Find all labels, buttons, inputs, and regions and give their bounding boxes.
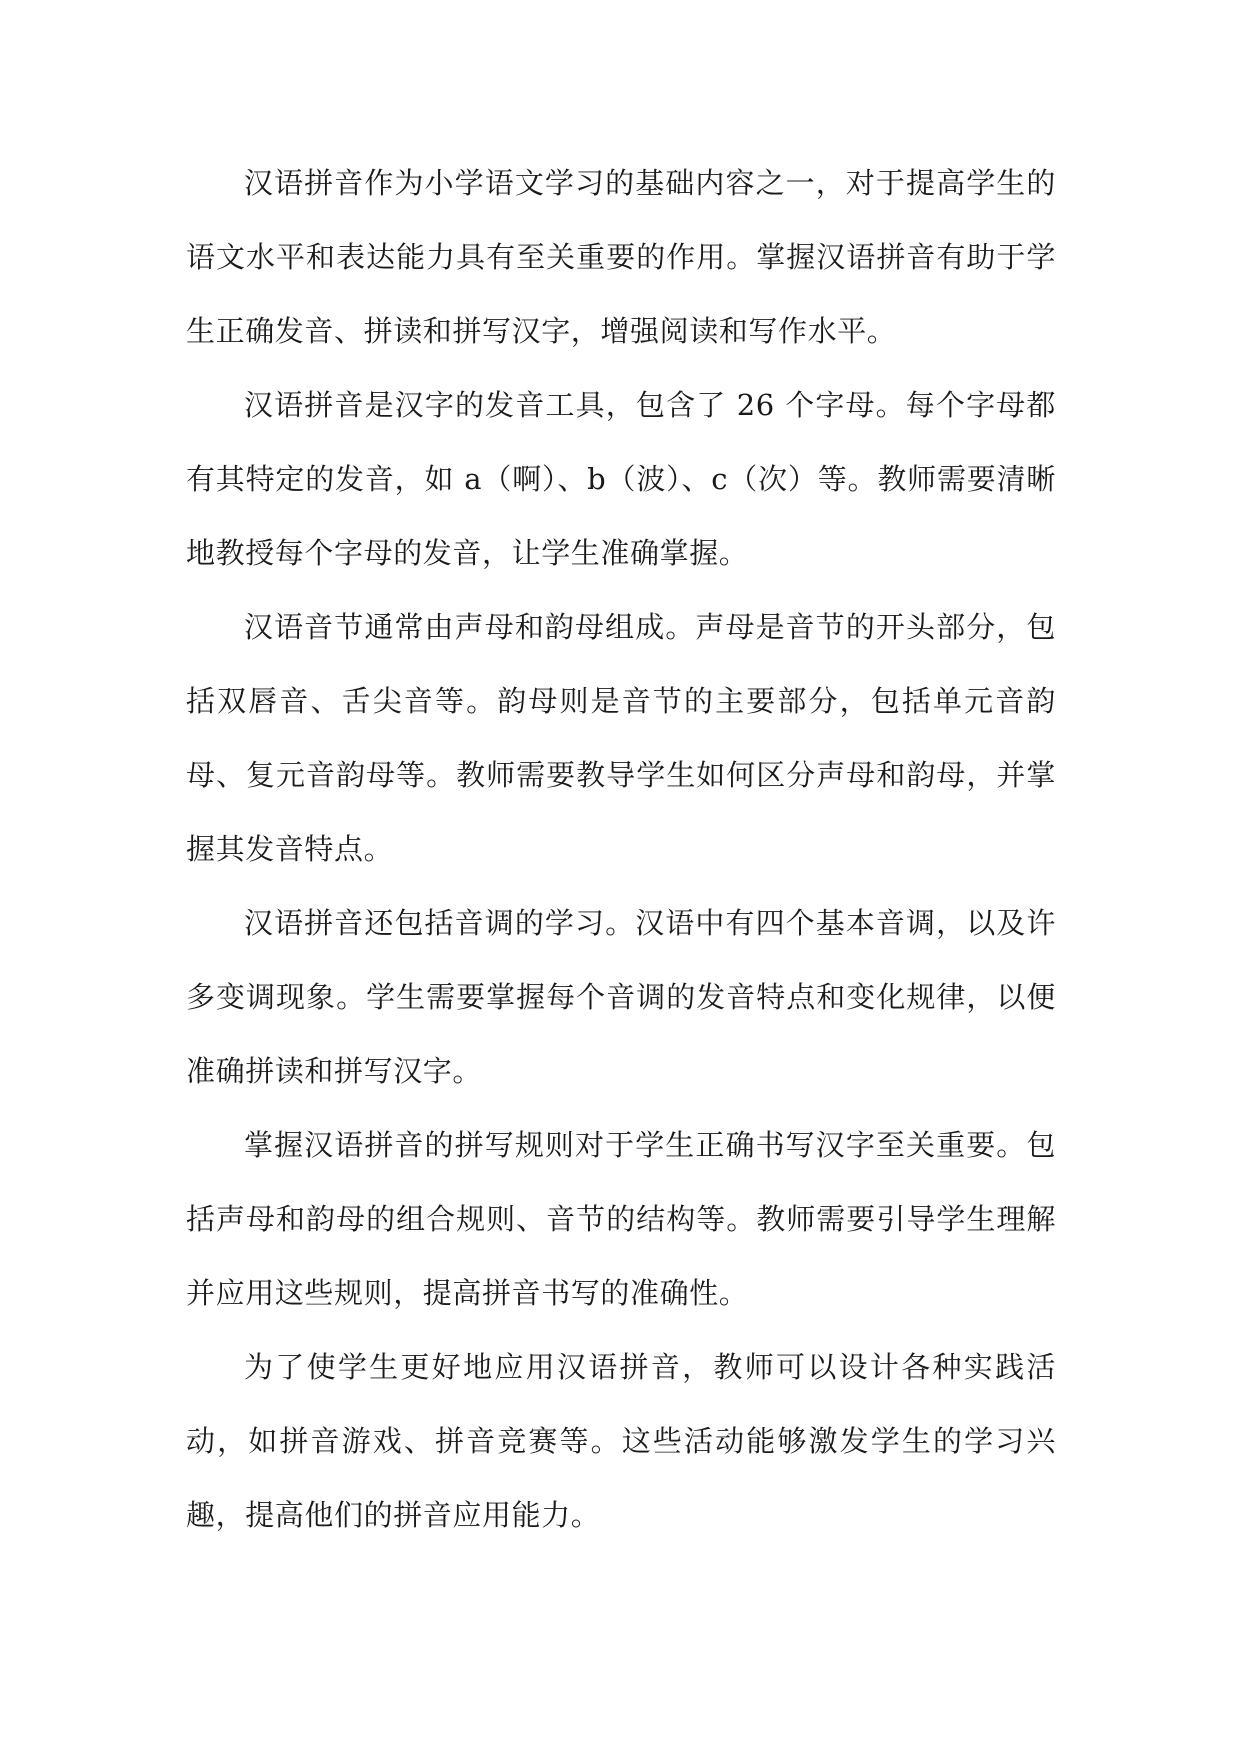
paragraph-6: 为了使学生更好地应用汉语拼音，教师可以设计各种实践活动，如拼音游戏、拼音竞赛等。这些活动能够激发学生的学习兴趣，提高他们的拼音应用能力。: [186, 1350, 1056, 1532]
paragraph-2: 汉语拼音是汉字的发音工具，包含了 26 个字母。每个字母都有其特定的发音，如 a（啊）、b（波）、c（次）等。教师需要清晰地教授每个字母的发音，让学生准确掌握。: [186, 388, 1056, 570]
paragraph-3: 汉语音节通常由声母和韵母组成。声母是音节的开头部分，包括双唇音、舌尖音等。韵母则是音节的主要部分，包括单元音韵母、复元音韵母等。教师需要教导学生如何区分声母和韵母，并掌握其发音特点。: [186, 610, 1056, 866]
paragraph-4: 汉语拼音还包括音调的学习。汉语中有四个基本音调，以及许多变调现象。学生需要掌握每个音调的发音特点和变化规律，以便准确拼读和拼写汉字。: [186, 906, 1056, 1088]
document-body: [186, 146, 1056, 1552]
paragraph-5: 掌握汉语拼音的拼写规则对于学生正确书写汉字至关重要。包括声母和韵母的组合规则、音节的结构等。教师需要引导学生理解并应用这些规则，提高拼音书写的准确性。: [186, 1128, 1056, 1310]
paragraph-1: 汉语拼音作为小学语文学习的基础内容之一，对于提高学生的语文水平和表达能力具有至关重要的作用。掌握汉语拼音有助于学生正确发音、拼读和拼写汉字，增强阅读和写作水平。: [186, 166, 1056, 348]
